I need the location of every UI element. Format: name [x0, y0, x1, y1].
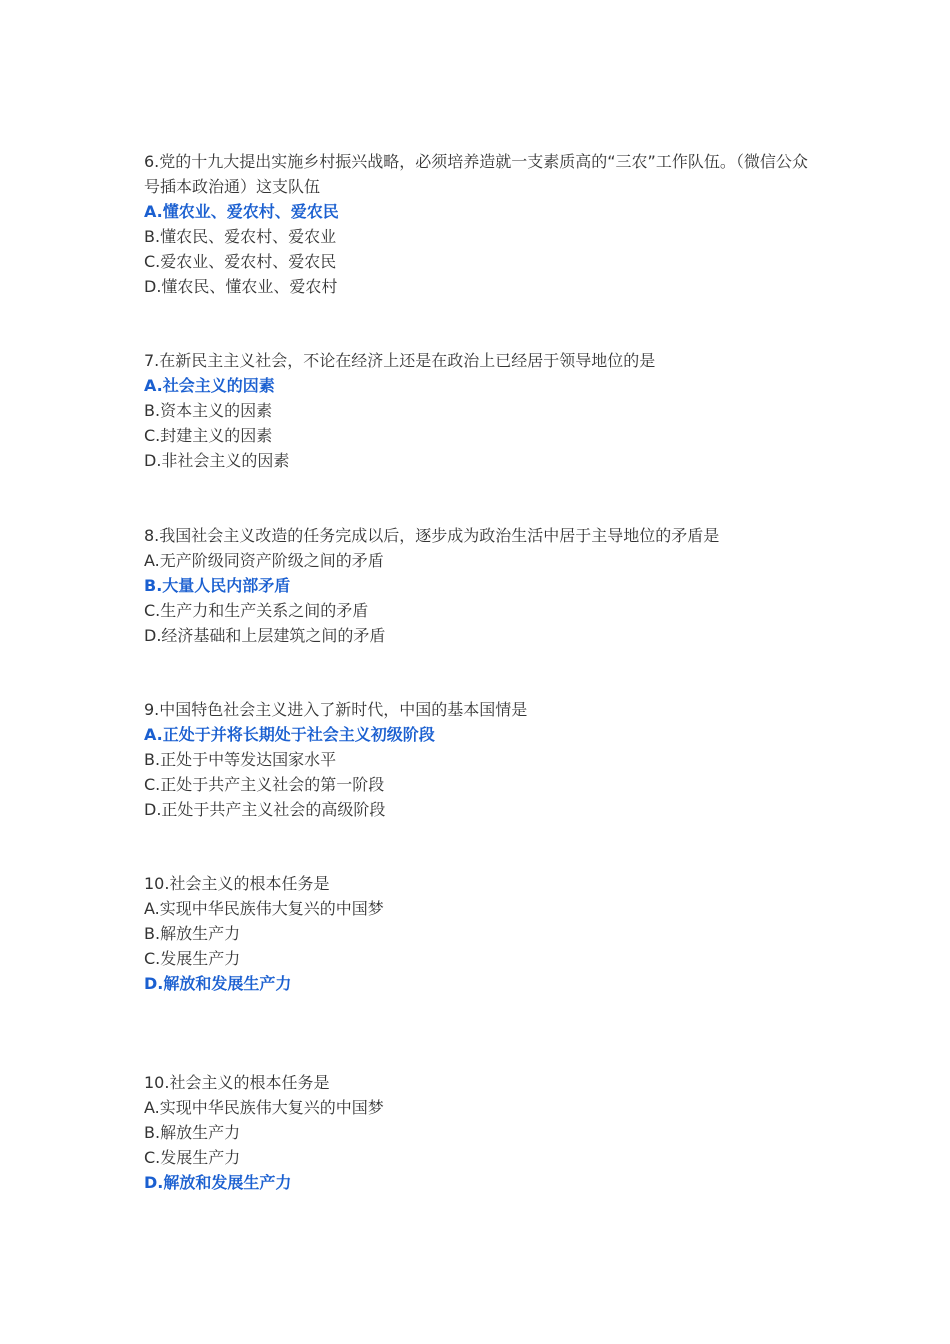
question-10	[144, 871, 814, 996]
option-d-correct: D.解放和发展生产力	[144, 974, 292, 993]
option-b: B.正处于中等发达国家水平	[144, 750, 337, 769]
option-d-correct: D.解放和发展生产力	[144, 1173, 292, 1192]
option-a-correct: A.懂农业、爱农村、爱农民	[144, 202, 339, 221]
question-7	[144, 348, 814, 473]
option-c: C.正处于共产主义社会的第一阶段	[144, 775, 385, 794]
option-a-correct: A.正处于并将长期处于社会主义初级阶段	[144, 725, 435, 744]
question-text: 6.党的十九大提出实施乡村振兴战略，必须培养造就一支素质高的“三农”工作队伍。（微信公众号插本政治通）这支队伍	[144, 152, 808, 196]
question-text: 7.在新民主主义社会，不论在经济上还是在政治上已经居于领导地位的是	[144, 351, 656, 370]
option-d: D.经济基础和上层建筑之间的矛盾	[144, 626, 386, 645]
question-text: 8.我国社会主义改造的任务完成以后，逐步成为政治生活中居于主导地位的矛盾是	[144, 526, 720, 545]
question-10-repeat	[144, 1070, 814, 1195]
option-b-correct: B.大量人民内部矛盾	[144, 576, 291, 595]
option-d: D.非社会主义的因素	[144, 451, 290, 470]
option-d: D.正处于共产主义社会的高级阶段	[144, 800, 386, 819]
option-b: B.解放生产力	[144, 924, 241, 943]
option-a-correct: A.社会主义的因素	[144, 376, 275, 395]
option-c: C.爱农业、爱农村、爱农民	[144, 252, 337, 271]
option-c: C.发展生产力	[144, 949, 241, 968]
option-a: A.无产阶级同资产阶级之间的矛盾	[144, 551, 384, 570]
option-a: A.实现中华民族伟大复兴的中国梦	[144, 899, 384, 918]
option-c: C.封建主义的因素	[144, 426, 273, 445]
option-d: D.懂农民、懂农业、爱农村	[144, 277, 338, 296]
question-6	[144, 149, 814, 299]
question-8	[144, 523, 814, 648]
option-c: C.发展生产力	[144, 1148, 241, 1167]
option-a: A.实现中华民族伟大复兴的中国梦	[144, 1098, 384, 1117]
option-b: B.懂农民、爱农村、爱农业	[144, 227, 337, 246]
question-text: 10.社会主义的根本任务是	[144, 874, 330, 893]
question-text: 9.中国特色社会主义进入了新时代，中国的基本国情是	[144, 700, 528, 719]
option-c: C.生产力和生产关系之间的矛盾	[144, 601, 369, 620]
question-9	[144, 697, 814, 822]
option-b: B.解放生产力	[144, 1123, 241, 1142]
option-b: B.资本主义的因素	[144, 401, 273, 420]
question-text: 10.社会主义的根本任务是	[144, 1073, 330, 1092]
